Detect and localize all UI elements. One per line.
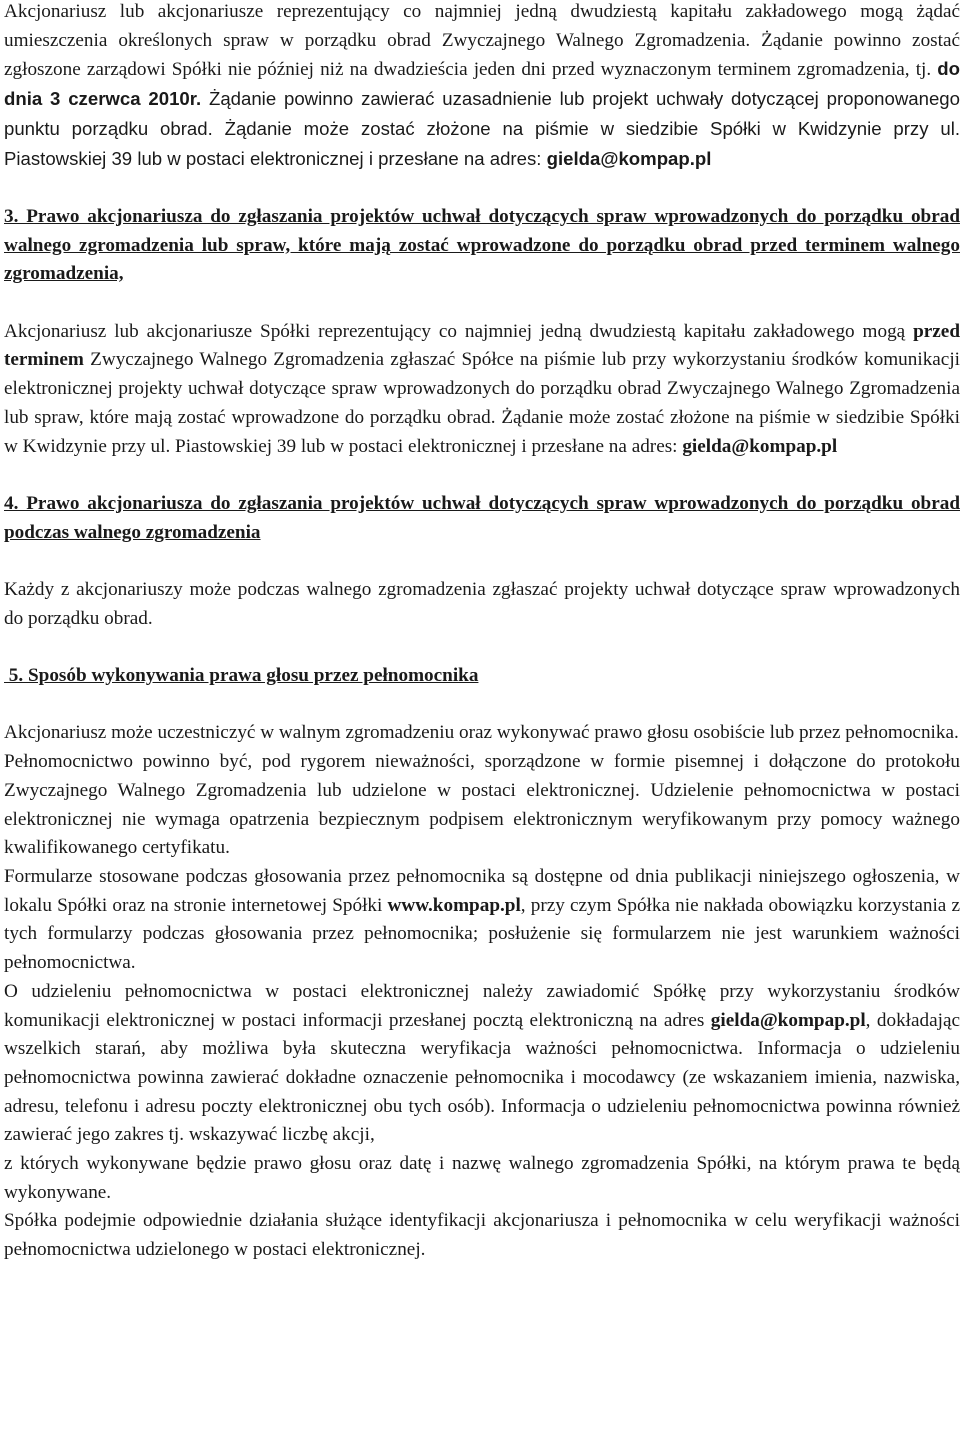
section5-paragraph-2: Pełnomocnictwo powinno być, pod rygorem nieważności, sporządzone w formie pisemnej i dołączone do protokołu Zwyczajnego Walnego Zgromadzenia lub udzielone w postaci elektronicznej. Udzielenie pełnomocnictwa w postaci elektronicznej nie wymaga opatrzenia bezpiecznym podpisem elektronicznym weryfikowanym przy pomocy ważnego kwalifikowanego certyfikatu. — [4, 751, 960, 859]
section5-paragraph-4 — [4, 978, 960, 1150]
section3-text-a: Akcjonariusz lub akcjonariusze Spółki reprezentujący co najmniej jedną dwudziestą kapitału zakładowego mogą — [4, 320, 914, 342]
section2-text-b: Żądanie powinno zawierać uzasadnienie lub projekt uchwały dotyczącej proponowanego punktu porządku obrad. Żądanie może zostać złożone na piśmie w siedzibie Spółki w Kwidzynie przy ul. Piastowskiej 39 lub w postaci elektronicznej i przesłane na adres: — [4, 88, 960, 169]
section2-paragraph — [4, 0, 960, 174]
section5-heading: 5. Sposób wykonywania prawa głosu przez pełnomocnika — [4, 665, 479, 687]
email-link[interactable]: gielda@kompap.pl — [710, 1009, 866, 1031]
section3-text-b: Zwyczajnego Walnego Zgromadzenia zgłaszać Spółce na piśmie lub przy wykorzystaniu środków komunikacji elektronicznej projekty uchwał dotyczące spraw wprowadzonych do porządku obrad Zwyczajnego Walnego Zgromadzenia lub spraw, które mają zostać wprowadzone do porządku obrad. Żądanie może zostać złożone na piśmie w siedzibie Spółki w Kwidzynie przy ul. Piastowskiej 39 lub w postaci elektronicznej i przesłane na adres: — [4, 349, 960, 457]
email-link[interactable]: gielda@kompap.pl — [682, 435, 838, 457]
email-link[interactable]: gielda@kompap.pl — [546, 147, 712, 169]
section3-bold-text: przed terminem — [4, 320, 960, 371]
website-link[interactable]: www.kompap.pl — [387, 894, 521, 916]
spacer — [4, 691, 960, 720]
section4-paragraph: Każdy z akcjonariuszy może podczas walnego zgromadzenia zgłaszać projekty uchwał dotyczące spraw wprowadzonych do porządku obrad. — [4, 579, 960, 629]
spacer — [4, 547, 960, 576]
section4-heading: 4. Prawo akcjonariusza do zgłaszania projektów uchwał dotyczących spraw wprowadzonych do porządku obrad podczas walnego zgromadzenia — [4, 492, 960, 543]
spacer — [4, 633, 960, 662]
section2-text-a: Akcjonariusz lub akcjonariusze reprezentujący co najmniej jedną dwudziestą kapitału zakładowego mogą żądać umieszczenia określonych spraw w porządku obrad Zwyczajnego Walnego Zgromadzenia. Żądanie powinno zostać zgłoszone zarządowi Spółki nie później niż na dwadzieścia jeden dni przed wyznaczonym terminem zgromadzenia, tj. — [4, 1, 960, 81]
deadline-date: do dnia 3 czerwca 2010r. — [4, 58, 960, 110]
section5-p4-text-a: O udzieleniu pełnomocnictwa w postaci elektronicznej należy zawiadomić Spółkę przy wykorzystaniu środków komunikacji elektronicznej w postaci informacji przesłanej pocztą elektroniczną na adres — [4, 980, 960, 1031]
section5-p3-text-a: Formularze stosowane podczas głosowania przez pełnomocnika są dostępne od dnia publikacji niniejszego ogłoszenia, w lokalu Spółki oraz na stronie internetowej Spółki — [4, 866, 960, 916]
section5-p4-text-b: , dokładając wszelkich starań, aby możliwa była skuteczna weryfikacja ważności pełnomocnictwa. Informacja o udzieleniu pełnomocnictwa powinna zawierać dokładne oznaczenie pełnomocnika i mocodawcy (ze wskazaniem imienia, nazwiska, adresu, telefonu i adresu poczty elektronicznej obu tych osób). Informacja o udzieleniu pełnomocnictwa powinna również zawierać jego zakres tj. wskazywać liczbę akcji, — [4, 1009, 960, 1146]
spacer — [4, 289, 960, 318]
section5-paragraph-1: Akcjonariusz może uczestniczyć w walnym zgromadzeniu oraz wykonywać prawo głosu osobiście lub przez pełnomocnika. — [4, 722, 959, 744]
section5-paragraph-6: Spółka podejmie odpowiednie działania służące identyfikacji akcjonariusza i pełnomocnika w celu weryfikacji ważności pełnomocnictwa udzielonego w postaci elektronicznej. — [4, 1210, 960, 1261]
spacer — [4, 461, 960, 490]
section3-paragraph — [4, 318, 960, 462]
section5-paragraph-3 — [4, 863, 960, 978]
spacer — [4, 174, 960, 203]
section3-heading: 3. Prawo akcjonariusza do zgłaszania projektów uchwał dotyczących spraw wprowadzonych do porządku obrad walnego zgromadzenia lub spraw, które mają zostać wprowadzone do porządku obrad przed terminem walnego zgromadzenia, — [4, 205, 960, 285]
section5-paragraph-5: z których wykonywane będzie prawo głosu oraz datę i nazwę walnego zgromadzenia Spółki, na którym prawa te będą wykonywane. — [4, 1153, 960, 1203]
section5-p3-text-b: , przy czym Spółka nie nakłada obowiązku korzystania z tych formularzy podczas głosowania przez pełnomocnika; posłużenie się formularzem nie jest warunkiem ważności pełnomocnictwa. — [4, 894, 960, 974]
